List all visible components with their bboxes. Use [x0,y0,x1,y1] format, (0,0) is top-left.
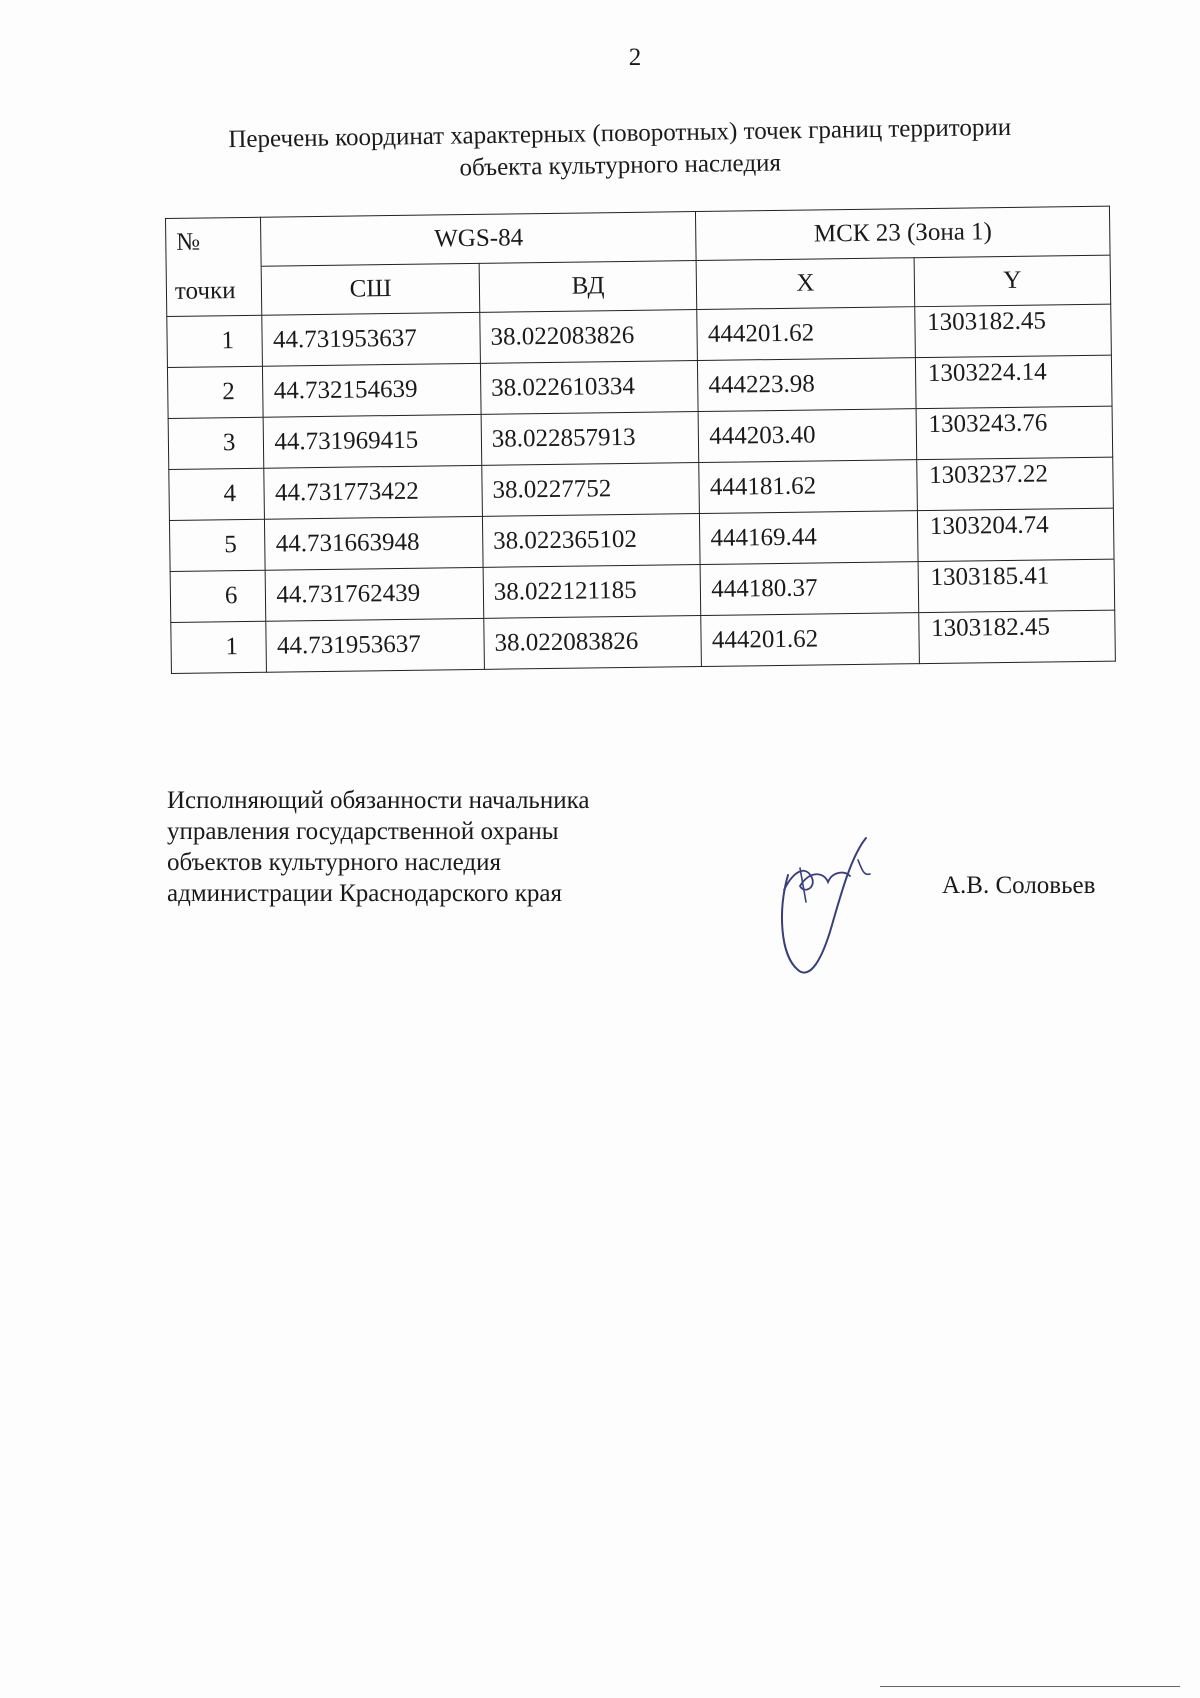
signatory-position-line-2: управления государственной охраны [167,818,559,845]
signatory-position-line-4: администрации Краснодарского края [167,880,563,907]
coordinates-table [165,206,1116,674]
cell-y: 1303224.14 [915,355,1112,409]
header-msk23: МСК 23 (Зона 1) [696,206,1110,260]
header-y: Y [914,255,1111,307]
cell-longitude: 38.022083826 [484,616,702,670]
cell-longitude: 38.022610334 [480,361,698,415]
cell-y: 1303182.45 [918,610,1115,664]
document-title-line-1: Перечень координат характерных (поворотных) точек границ территории [228,113,1012,154]
cell-latitude: 44.731663948 [265,516,483,570]
cell-latitude: 44.731953637 [262,312,480,366]
signatory-name: А.В. Соловьев [942,872,1096,899]
cell-longitude: 38.022365102 [482,514,700,568]
cell-latitude: 44.731969415 [264,414,482,468]
header-x: X [696,258,914,310]
header-latitude: СШ [262,263,480,315]
cell-x: 444180.37 [700,562,918,616]
header-longitude: ВД [479,261,697,313]
cell-x: 444201.62 [697,307,915,361]
handwritten-signature [770,830,890,980]
cell-latitude: 44.731953637 [266,618,484,672]
cell-y: 1303182.45 [914,304,1111,358]
cell-point: 4 [169,468,265,520]
cell-point: 1 [167,315,263,367]
cell-y: 1303237.22 [916,457,1113,511]
cell-point: 2 [167,366,263,418]
cell-latitude: 44.731762439 [266,567,484,621]
table-row [171,610,1116,673]
cell-x: 444203.40 [698,409,916,463]
cell-x: 444201.62 [701,613,919,667]
signatory-position-line-3: объектов культурного наследия [167,849,501,876]
cell-point: 1 [171,621,267,673]
cell-point: 6 [170,570,266,622]
cell-latitude: 44.732154639 [263,363,481,417]
cell-longitude: 38.022121185 [483,565,701,619]
cell-y: 1303185.41 [918,559,1115,613]
footer-rule [880,1686,1180,1687]
header-point-number-sign: № [166,217,262,267]
cell-y: 1303243.76 [916,406,1113,460]
signatory-position [167,785,589,909]
cell-point: 5 [169,519,265,571]
cell-latitude: 44.731773422 [264,465,482,519]
page-number: 2 [628,44,642,71]
cell-x: 444223.98 [698,358,916,412]
cell-longitude: 38.0227752 [482,463,700,517]
header-point-label: точки [166,266,262,316]
cell-y: 1303204.74 [917,508,1114,562]
document-title-line-2: объекта культурного наследия [459,149,782,182]
document-title [170,111,1071,189]
cell-longitude: 38.022857913 [481,412,699,466]
signatory-position-line-1: Исполняющий обязанности начальника [167,787,590,814]
header-wgs84: WGS-84 [261,212,696,267]
cell-point: 3 [168,417,264,469]
cell-longitude: 38.022083826 [480,310,698,364]
cell-x: 444181.62 [699,460,917,514]
cell-x: 444169.44 [700,511,918,565]
